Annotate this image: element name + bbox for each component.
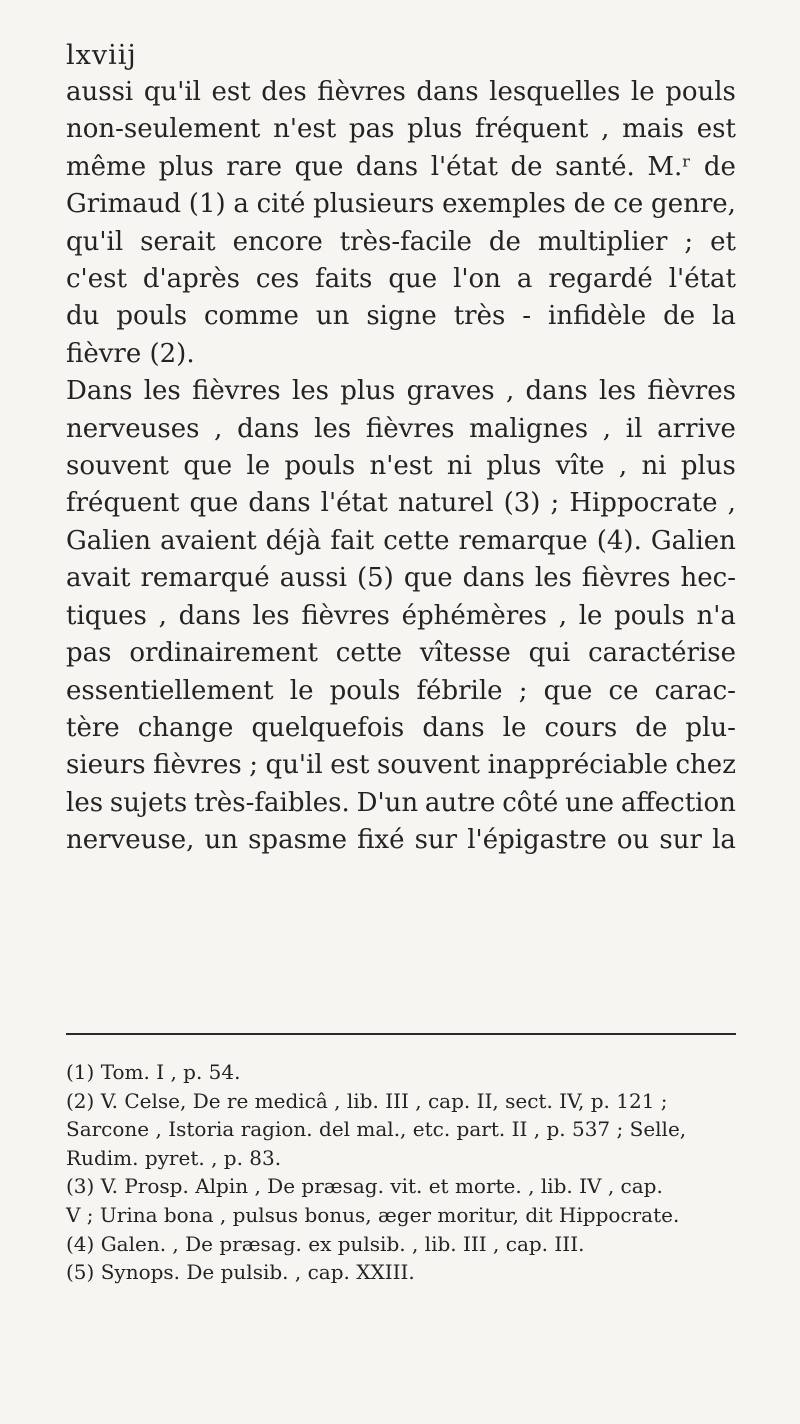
text-line: pas ordinairement cette vîtesse qui caractérise [66, 638, 736, 669]
text-line: les sujets très-faibles. D'un autre côté une affection [66, 787, 736, 818]
footnote: (3) V. Prosp. Alpin , De præsag. vit. et morte. , lib. IV , cap. [66, 1174, 663, 1199]
text-line: fréquent que dans l'état naturel (3) ; Hippocrate , [66, 488, 736, 519]
footnote: V ; Urina bona , pulsus bonus, æger moritur, dit Hippocrate. [66, 1202, 680, 1227]
text-line: non-seulement n'est pas plus fréquent , mais est [66, 114, 736, 145]
text-line: même plus rare que dans l'état de santé. M.ʳ de [66, 151, 736, 182]
text-line: essentiellement le pouls fébrile ; que ce carac- [66, 675, 736, 706]
text-line: avait remarqué aussi (5) que dans les fièvres hec- [66, 563, 736, 594]
footnote: (4) Galen. , De præsag. ex pulsib. , lib. III , cap. III. [66, 1231, 585, 1256]
text-line: aussi qu'il est des fièvres dans lesquelles le pouls [66, 77, 736, 107]
text-line: c'est d'après ces faits que l'on a regardé l'état [66, 264, 736, 295]
text-line: tiques , dans les fièvres éphémères , le pouls n'a [66, 600, 736, 631]
text-line: qu'il serait encore très-facile de multiplier ; et [66, 226, 736, 257]
text-line: du pouls comme un signe très - infidèle de la [66, 301, 736, 332]
footnote: Rudim. pyret. , p. 83. [66, 1145, 282, 1170]
page-number: lxviij [66, 40, 137, 71]
text-line: sieurs fièvres ; qu'il est souvent inappréciable chez [66, 750, 736, 781]
text-line: Grimaud (1) a cité plusieurs exemples de ce genre, [66, 189, 736, 220]
text-line: souvent que le pouls n'est ni plus vîte , ni plus [66, 451, 736, 482]
footnote: (5) Synops. De pulsib. , cap. XXIII. [66, 1260, 415, 1285]
text-line: Dans les fièvres les plus graves , dans les fièvres [66, 376, 736, 407]
text-line: tère change quelquefois dans le cours de plu- [66, 712, 736, 743]
text-line: fièvre (2). [66, 338, 195, 369]
text-line: Galien avaient déjà fait cette remarque (4). Galien [66, 525, 736, 556]
body-text [66, 74, 736, 860]
text-line: nerveuses , dans les fièvres malignes , il arrive [66, 413, 736, 444]
footnotes [66, 1058, 746, 1287]
footnote: Sarcone , Istoria ragion. del mal., etc. part. II , p. 537 ; Selle, [66, 1117, 687, 1142]
footnote-divider [66, 1033, 736, 1035]
text-line: nerveuse, un spasme fixé sur l'épigastre ou sur la [66, 825, 736, 856]
footnote: (1) Tom. I , p. 54. [66, 1060, 241, 1084]
footnote: (2) V. Celse, De re medicâ , lib. III , cap. II, sect. IV, p. 121 ; [66, 1088, 668, 1113]
